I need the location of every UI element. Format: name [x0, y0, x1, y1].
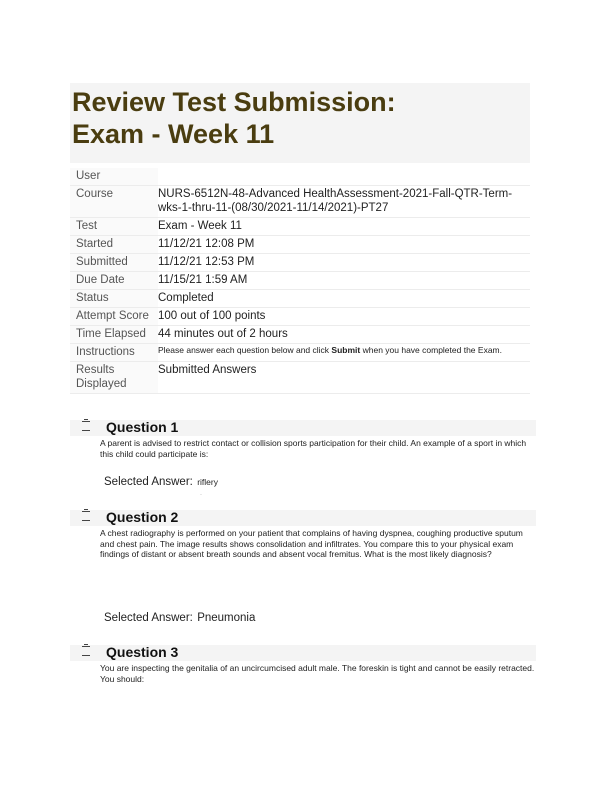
detail-label: Attempt Score [70, 308, 158, 326]
detail-label: Time Elapsed [70, 326, 158, 344]
selected-answer-value: riflery [197, 477, 218, 487]
detail-value: 100 out of 100 points [158, 308, 530, 326]
detail-row-user [70, 168, 530, 186]
question-text: A chest radiography is performed on your patient that complains of having dyspnea, coughing productive sputum and chest pain. The image results shows consolidation and infiltrates. You compare this to your physical exam findings of distant or absent breath sounds and absent vocal fremitus. What is the most likely diagnosis? [100, 528, 523, 559]
detail-label: Course [70, 186, 158, 218]
submission-details-table [70, 168, 530, 394]
detail-label: Instructions [70, 344, 158, 362]
question-text: You are inspecting the genitalia of an uncircumcised adult male. The foreskin is tight and cannot be easily retracted. You should: [100, 663, 535, 684]
page-title-line2: Exam - Week 11 [72, 119, 275, 149]
detail-label: Submitted [70, 254, 158, 272]
detail-label: Test [70, 218, 158, 236]
selected-answer [104, 612, 255, 625]
detail-row-course [70, 186, 530, 218]
selected-answer-label: Selected Answer: [104, 612, 193, 624]
question-header [70, 510, 536, 526]
detail-row-instructions [70, 344, 530, 362]
page-title-block [70, 83, 530, 163]
selected-answer-label: Selected Answer: [104, 476, 193, 488]
detail-row-due-date [70, 272, 530, 290]
detail-row-test [70, 218, 530, 236]
detail-value: NURS-6512N-48-Advanced HealthAssessment-2021-Fall-QTR-Term-wks-1-thru-11-(08/30/2021-11/14/2021)-PT27 [158, 186, 530, 218]
question-title: Question 3 [106, 644, 179, 660]
detail-row-status [70, 290, 530, 308]
detail-row-attempt-score [70, 308, 530, 326]
detail-label: Status [70, 290, 158, 308]
detail-row-submitted [70, 254, 530, 272]
detail-row-results-displayed [70, 362, 530, 394]
selected-answer-value: Pneumonia [197, 612, 256, 624]
detail-value [158, 344, 530, 362]
detail-value: 11/12/21 12:53 PM [158, 254, 530, 272]
selected-answer [104, 476, 218, 489]
detail-label: Due Date [70, 272, 158, 290]
detail-value: Exam - Week 11 [158, 218, 530, 236]
question-1 [70, 419, 536, 498]
collapse-toggle-icon[interactable] [82, 511, 90, 521]
question-title: Question 2 [106, 509, 179, 525]
detail-value: Submitted Answers [158, 362, 530, 394]
page-title-line1: Review Test Submission: [72, 87, 396, 117]
detail-label: Started [70, 236, 158, 254]
question-title: Question 1 [106, 419, 179, 435]
detail-label: User [70, 168, 158, 186]
detail-row-time-elapsed [70, 326, 530, 344]
detail-value: 11/15/21 1:59 AM [158, 272, 530, 290]
instructions-submit-word: Submit [331, 345, 361, 355]
question-header [70, 420, 536, 436]
answer-mark: · [200, 492, 202, 498]
question-2 [70, 509, 536, 624]
page-title [70, 83, 530, 150]
detail-value: Completed [158, 290, 530, 308]
collapse-toggle-icon[interactable] [82, 421, 90, 431]
detail-row-started [70, 236, 530, 254]
question-3 [70, 645, 536, 684]
instructions-text-pre: Please answer each question below and click [158, 345, 332, 355]
question-header [70, 645, 536, 661]
question-text: A parent is advised to restrict contact or collision sports participation for their child. An example of a sport in which this child could participate is: [100, 438, 527, 459]
detail-value [158, 168, 530, 186]
detail-label: Results Displayed [70, 362, 158, 394]
detail-value: 44 minutes out of 2 hours [158, 326, 530, 344]
collapse-toggle-icon[interactable] [82, 646, 90, 656]
detail-value: 11/12/21 12:08 PM [158, 236, 530, 254]
instructions-text-post: when you have completed the Exam. [360, 345, 502, 355]
